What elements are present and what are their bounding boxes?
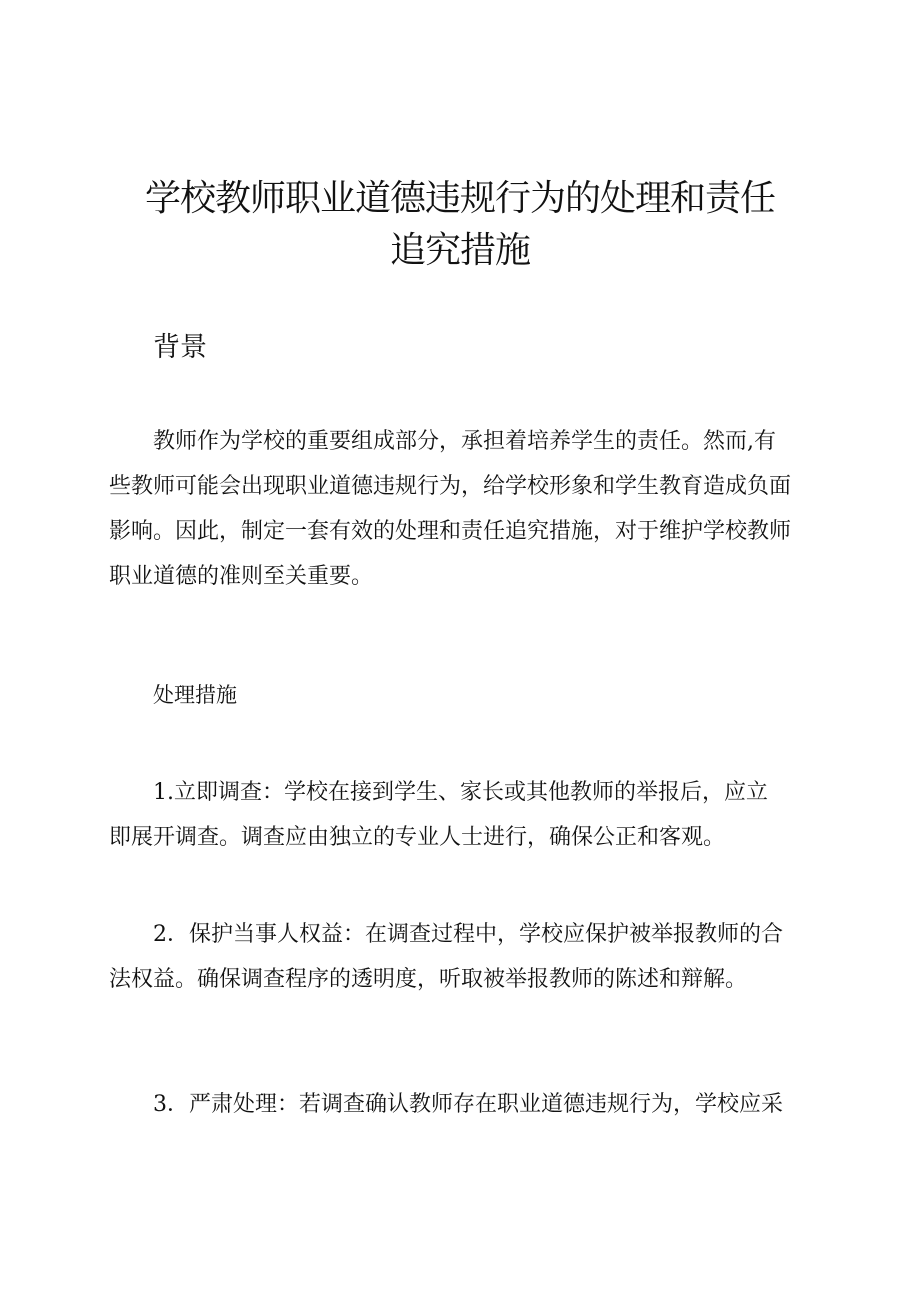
- paragraph-line: 职业道德的准则至关重要。: [109, 564, 374, 589]
- document-title-line1: 学校教师职业道德违规行为的处理和责任: [144, 178, 775, 219]
- paragraph-line: 些教师可能会出现职业道德违规行为，给学校形象和学生教育造成负面: [109, 474, 792, 499]
- paragraph-line: 3．严肃处理：若调查确认教师存在职业道德违规行为，学校应采: [153, 1092, 783, 1117]
- paragraph-line: 法权益。确保调查程序的透明度，听取被举报教师的陈述和辩解。: [109, 967, 748, 992]
- paragraph-line: 1.立即调查：学校在接到学生、家长或其他教师的举报后，应立: [153, 780, 768, 805]
- background-paragraph: [109, 419, 825, 599]
- paragraph-line: 2．保护当事人权益：在调查过程中，学校应保护被举报教师的合: [153, 922, 783, 947]
- measure-item-2: [109, 912, 825, 1002]
- paragraph-line: 教师作为学校的重要组成部分，承担着培养学生的责任。然而,有: [153, 429, 776, 454]
- background-heading: 背景: [153, 332, 207, 363]
- measure-item-1: [109, 770, 825, 860]
- paragraph-line: 影响。因此，制定一套有效的处理和责任追究措施，对于维护学校教师: [109, 519, 792, 544]
- paragraph-line: 即展开调查。调查应由独立的专业人士进行，确保公正和客观。: [109, 825, 726, 850]
- measures-label: 处理措施: [153, 683, 237, 707]
- document-title-line2: 追究措施: [389, 230, 530, 271]
- measure-item-3: [109, 1082, 825, 1127]
